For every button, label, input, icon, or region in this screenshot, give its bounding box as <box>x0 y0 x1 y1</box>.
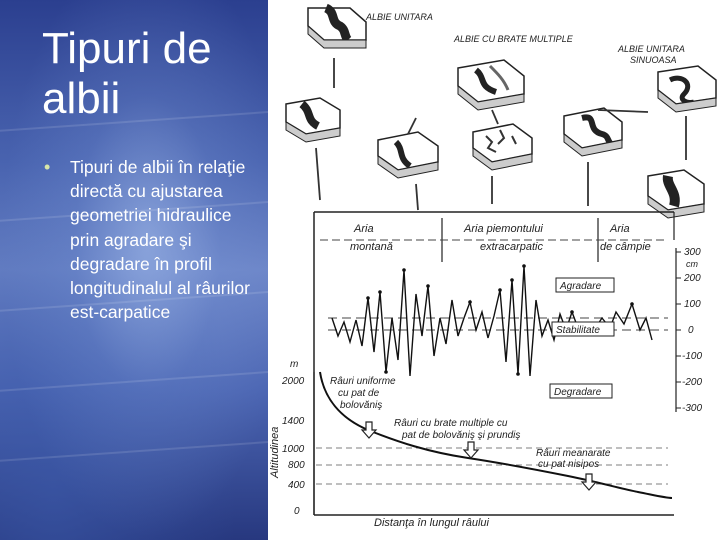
right-axis-unit: cm <box>686 259 698 269</box>
zone-campie-line1: Aria <box>610 223 630 235</box>
zone-montana-line2: montană <box>350 241 393 253</box>
annot-brate-line1: Râuri cu brate multiple cu <box>394 418 508 429</box>
zone-piemont-line1: Aria piemontului <box>464 223 543 235</box>
annot-uniforme-line3: bolovăniş <box>340 400 383 411</box>
zone-piemont-line2: extracarpatic <box>480 241 543 253</box>
left-axis-unit: m <box>290 359 299 370</box>
x-axis-label: Distanţa în lungul râului <box>374 517 489 529</box>
right-tick-minus200: -200 <box>682 377 703 388</box>
state-stabilitate-label: Stabilitate <box>556 325 600 336</box>
right-tick-0: 0 <box>688 325 694 336</box>
channel-types-figure <box>268 0 720 540</box>
label-albie-brate-multiple: ALBIE CU BRATE MULTIPLE <box>454 34 573 44</box>
right-tick-300: 300 <box>684 247 701 258</box>
zone-campie-line2: de câmpie <box>600 241 651 253</box>
block-diagram-albie-sinuoasa-1 <box>564 108 622 156</box>
block-diagram-albie-brate-multiple-3 <box>473 124 532 170</box>
bullet-text: Tipuri de albii în relaţie directă cu ajustarea geometriei hidraulice prin agradare şi degradare în profil longitudinalul al râurilor est-carpatice <box>70 157 250 323</box>
left-tick-400: 400 <box>288 480 305 491</box>
left-tick-2000: 2000 <box>282 376 305 387</box>
left-axis <box>269 359 314 517</box>
label-albie-unitara-sinuoasa-1: ALBIE UNITARA <box>618 44 685 54</box>
profile-frame <box>314 212 674 515</box>
left-axis-label: Altitudinea <box>269 426 281 478</box>
block-diagram-albie-brate-multiple-2 <box>378 132 438 178</box>
arrow-meandrate-icon <box>582 474 596 490</box>
slide-title: Tipuri de albii <box>42 24 212 123</box>
state-agradare-label: Agradare <box>560 281 602 292</box>
left-tick-1400: 1400 <box>282 416 305 427</box>
right-tick-100: 100 <box>684 299 701 310</box>
right-tick-minus300: -300 <box>682 403 703 414</box>
left-panel-background <box>0 0 268 540</box>
block-diagram-albie-brate-multiple-1 <box>458 60 524 110</box>
arrow-uniforme-icon <box>362 422 376 438</box>
left-tick-0: 0 <box>294 506 300 517</box>
right-tick-minus100: -100 <box>682 351 703 362</box>
state-box-degradare <box>550 384 612 398</box>
block-diagram-albie-unitara-2 <box>286 98 340 142</box>
zone-montana-line1: Aria <box>354 223 374 235</box>
state-box-agradare <box>556 278 614 292</box>
block-diagram-albie-unitara <box>308 8 366 48</box>
block-diagram-albie-sinuoasa-3 <box>648 170 704 218</box>
state-degradare-label: Degradare <box>554 387 602 398</box>
annot-meandrate-line1: Râuri meanarate <box>536 448 611 459</box>
label-albie-unitara: ALBIE UNITARA <box>366 12 433 22</box>
bullet-dot-icon: • <box>44 157 51 177</box>
label-albie-unitara-sinuoasa-2: SINUOASA <box>630 55 677 65</box>
arrow-brate-icon <box>464 442 478 458</box>
left-tick-800: 800 <box>288 460 305 471</box>
state-box-stabilitate <box>552 322 614 336</box>
annot-brate-line2: pat de bolovăniş şi prundiş <box>402 430 521 441</box>
annot-uniforme-line1: Râuri uniforme <box>330 376 396 387</box>
left-tick-1000: 1000 <box>282 444 305 455</box>
annot-uniforme-line2: cu pat de <box>338 388 380 399</box>
right-tick-200: 200 <box>684 273 701 284</box>
figure-svg <box>268 0 720 540</box>
annot-meandrate-line2: cu pat nisipos <box>538 459 600 470</box>
block-diagram-albie-sinuoasa-2 <box>658 66 716 112</box>
right-axis <box>676 247 702 414</box>
